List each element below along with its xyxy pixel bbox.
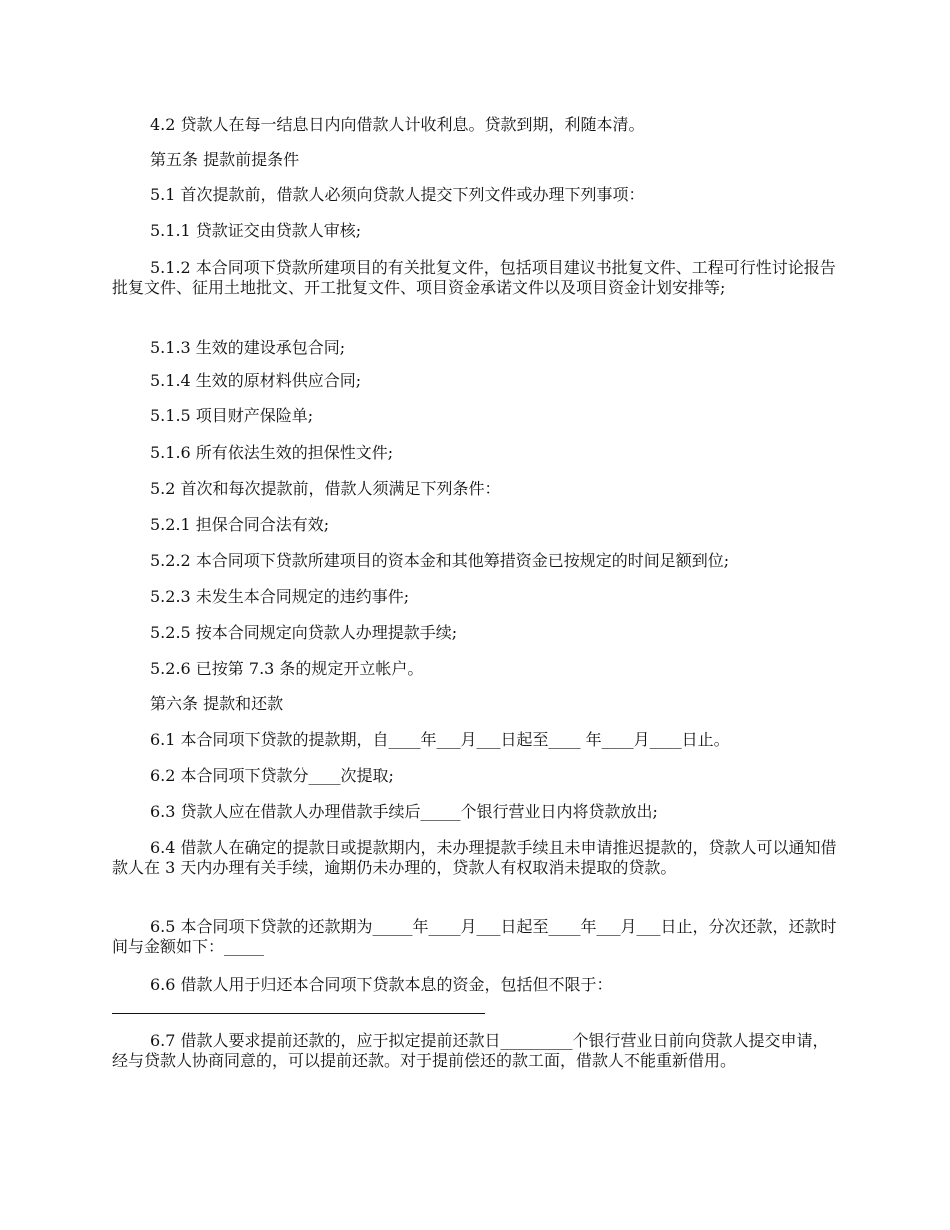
clause-5-1-1: 5.1.1 贷款证交由贷款人审核; bbox=[150, 221, 362, 240]
clause-5-1-3: 5.1.3 生效的建设承包合同; bbox=[150, 338, 346, 357]
clause-5-2-2: 5.2.2 本合同项下贷款所建项目的资本金和其他筹措资金已按规定的时间足额到位; bbox=[150, 551, 730, 570]
clause-5-1-4: 5.1.4 生效的原材料供应合同; bbox=[150, 371, 362, 390]
clause-6-2: 6.2 本合同项下贷款分____次提取; bbox=[150, 766, 394, 785]
clause-5-1: 5.1 首次提款前，借款人必须向贷款人提交下列文件或办理下列事项： bbox=[150, 185, 645, 204]
clause-5-1-2: 5.1.2 本合同项下贷款所建项目的有关批复文件，包括项目建议书批复文件、工程可行性讨论报告批复文件、征用土地批文、开工批复文件、项目资金承诺文件以及项目资金计划安排等; bbox=[112, 258, 836, 297]
clause-5-2-3: 5.2.3 未发生本合同规定的违约事件; bbox=[150, 587, 410, 606]
clause-4-2: 4.2 贷款人在每一结息日内向借款人计收利息。贷款到期，利随本清。 bbox=[150, 115, 645, 134]
clause-6-1: 6.1 本合同项下贷款的提款期，自____年___月___日起至____ 年____月____日止。 bbox=[150, 730, 730, 749]
blank-fill-line bbox=[112, 1013, 485, 1014]
clause-6-7: 6.7 借款人要求提前还款的，应于拟定提前还款日_________个银行营业日前向贷款人提交申请，经与贷款人协商同意的，可以提前还款。对于提前偿还的款工面，借款人不能重新借用。 bbox=[112, 1031, 829, 1070]
article-6-heading: 第六条 提款和还款 bbox=[150, 694, 284, 713]
clause-6-3: 6.3 贷款人应在借款人办理借款手续后_____个银行营业日内将贷款放出; bbox=[150, 802, 658, 821]
clause-5-1-5: 5.1.5 项目财产保险单; bbox=[150, 406, 314, 425]
clause-5-2-1: 5.2.1 担保合同合法有效; bbox=[150, 515, 330, 534]
clause-5-2-5: 5.2.5 按本合同规定向贷款人办理提款手续; bbox=[150, 623, 458, 642]
clause-5-2-6: 5.2.6 已按第 7.3 条的规定开立帐户。 bbox=[150, 659, 424, 678]
clause-6-6: 6.6 借款人用于归还本合同项下贷款本息的资金，包括但不限于： bbox=[150, 975, 613, 994]
clause-6-5: 6.5 本合同项下贷款的还款期为_____年____月___日起至____年___月___日止，分次还款，还款时间与金额如下：_____ bbox=[112, 917, 837, 956]
article-5-heading: 第五条 提款前提条件 bbox=[150, 150, 300, 169]
clause-6-4: 6.4 借款人在确定的提款日或提款期内，未办理提款手续且未申请推迟提款的，贷款人可以通知借款人在 3 天内办理有关手续，逾期仍未办理的，贷款人有权取消未提取的贷款。 bbox=[112, 838, 837, 877]
clause-5-2: 5.2 首次和每次提款前，借款人须满足下列条件： bbox=[150, 479, 501, 498]
clause-5-1-6: 5.1.6 所有依法生效的担保性文件; bbox=[150, 443, 394, 462]
